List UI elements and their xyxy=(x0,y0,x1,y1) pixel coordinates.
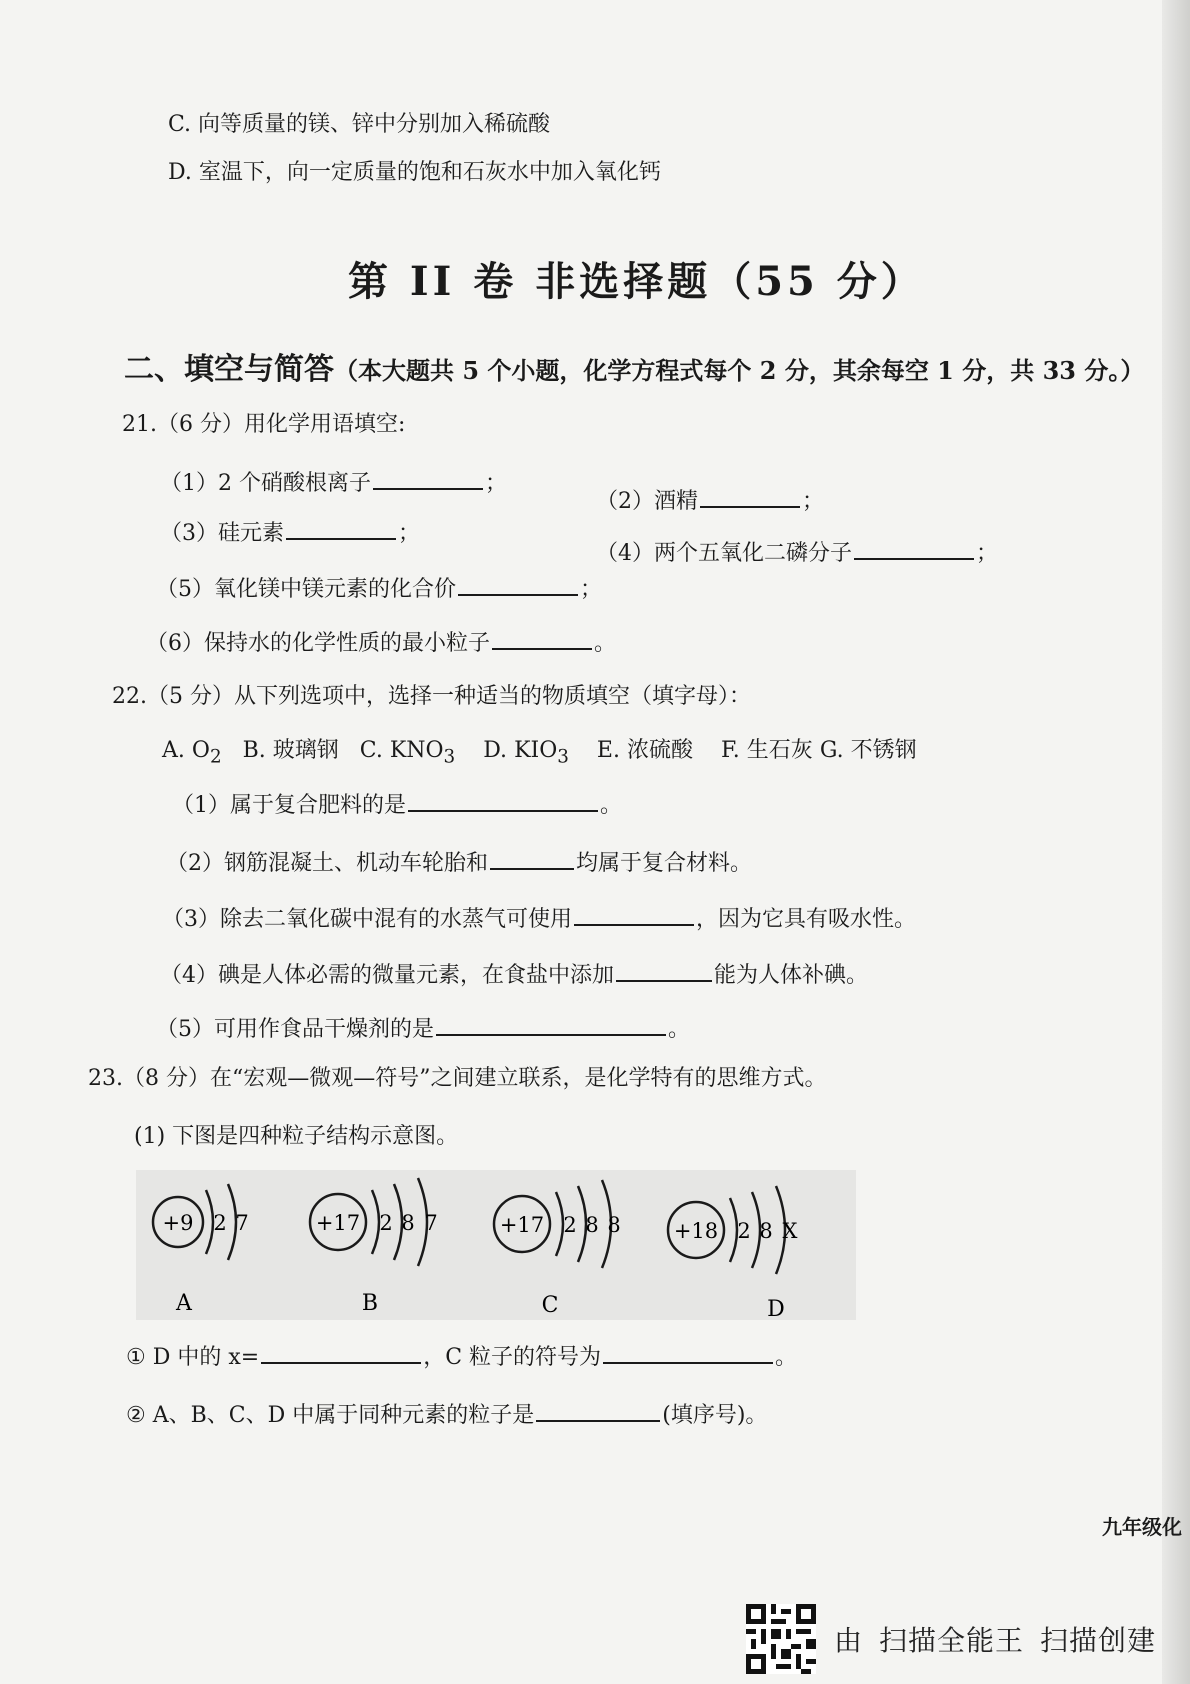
q23-q2-text: ② A、B、C、D 中属于同种元素的粒子是 xyxy=(126,1403,535,1428)
q21-item-6 xyxy=(146,626,616,659)
part-title: 第 II 卷 非选择题（55 分） xyxy=(348,258,925,305)
particle-b xyxy=(310,1178,438,1316)
particle-a xyxy=(153,1184,249,1316)
option-text: 不锈钢 xyxy=(850,738,917,763)
qr-code-icon xyxy=(746,1604,816,1674)
answer-blank[interactable] xyxy=(436,1012,666,1036)
answer-blank[interactable] xyxy=(458,572,578,596)
q22-item-4-text: （4）碘是人体必需的微量元素，在食盐中添加 xyxy=(160,963,614,988)
q22-item-3-text: （3）除去二氧化碳中混有的水蒸气可使用 xyxy=(162,907,572,932)
particle-structure-diagram xyxy=(136,1170,856,1320)
q23-q1-end: 。 xyxy=(775,1345,798,1370)
answer-blank[interactable] xyxy=(492,626,592,650)
q23-question-1 xyxy=(126,1340,797,1373)
electron-shell-arc xyxy=(556,1192,563,1256)
q22-item-1-end: 。 xyxy=(600,793,623,818)
q21-item-2-label: （2）酒精 xyxy=(596,489,698,514)
option-letter: G. xyxy=(819,738,844,763)
q21-item-4 xyxy=(596,536,998,569)
shell-electrons: 7 xyxy=(424,1211,438,1235)
q22-option-f xyxy=(721,738,813,763)
answer-blank[interactable] xyxy=(373,466,483,490)
q21-item-4-label: （4）两个五氧化二磷分子 xyxy=(596,541,852,566)
q22-item-2-text: （2）钢筋混凝土、机动车轮胎和 xyxy=(166,851,488,876)
section-header xyxy=(124,350,1144,393)
q22-item-4 xyxy=(160,958,868,991)
scanner-text xyxy=(834,1619,1172,1659)
scanner-by: 由 xyxy=(834,1624,864,1657)
q21-item-1-end: ； xyxy=(485,471,508,496)
grade-footer: 九年级化 xyxy=(1102,1515,1182,1539)
shell-electrons: 7 xyxy=(235,1211,249,1235)
answer-blank[interactable] xyxy=(603,1340,773,1364)
option-letter: B. xyxy=(242,738,266,763)
scan-edge-shadow xyxy=(1162,0,1190,1684)
nucleus-charge: +18 xyxy=(673,1219,719,1243)
particle-label: A xyxy=(176,1291,192,1316)
shell-electrons: 2 xyxy=(737,1219,751,1243)
particle-c xyxy=(494,1180,621,1318)
particle-label: B xyxy=(361,1291,379,1316)
q23-stem: 23.（8 分）在“宏观—微观—符号”之间建立联系，是化学特有的思维方式。 xyxy=(88,1066,827,1091)
electron-shell-arc xyxy=(372,1190,379,1254)
section-note: （本大题共 5 个小题，化学方程式每个 2 分，其余每空 1 分，共 33 分。） xyxy=(334,356,1145,385)
q22-item-5-text: （5）可用作食品干燥剂的是 xyxy=(156,1017,434,1042)
option-c: C. 向等质量的镁、锌中分别加入稀硫酸 xyxy=(168,112,551,137)
q22-item-4-end: 能为人体补碘。 xyxy=(714,963,869,988)
option-text: 浓硫酸 xyxy=(626,738,693,763)
q22-item-2-end: 均属于复合材料。 xyxy=(576,851,753,876)
q21-item-4-end: ； xyxy=(976,541,999,566)
q22-item-1-text: （1）属于复合肥料的是 xyxy=(172,793,406,818)
q23-q1-mid: ，C 粒子的符号为 xyxy=(423,1345,602,1370)
option-letter: D. xyxy=(483,738,508,763)
q23-question-2 xyxy=(126,1398,767,1431)
option-d: D. 室温下，向一定质量的饱和石灰水中加入氧化钙 xyxy=(168,160,661,185)
answer-blank[interactable] xyxy=(286,516,396,540)
shell-electrons: 2 xyxy=(213,1211,227,1235)
particle-label: C xyxy=(541,1293,559,1318)
q21-item-2 xyxy=(596,484,824,517)
q21-item-3 xyxy=(160,516,420,549)
answer-blank[interactable] xyxy=(261,1340,421,1364)
electron-shell-arc xyxy=(730,1198,737,1262)
option-letter: C. xyxy=(359,738,383,763)
answer-blank[interactable] xyxy=(536,1398,660,1422)
shell-electrons: X xyxy=(782,1219,798,1243)
section-heading: 二、填空与简答 xyxy=(124,352,334,387)
q22-option-c xyxy=(359,738,456,768)
option-letter: F. xyxy=(720,738,740,763)
answer-blank[interactable] xyxy=(700,484,800,508)
q22-item-2 xyxy=(166,846,752,879)
nucleus-charge: +9 xyxy=(162,1211,194,1235)
scanner-watermark xyxy=(746,1604,1172,1674)
q21-item-5 xyxy=(156,572,602,605)
q21-item-3-label: （3）硅元素 xyxy=(160,521,284,546)
shell-electrons: 2 xyxy=(379,1211,393,1235)
answer-blank[interactable] xyxy=(574,902,694,926)
q22-option-e xyxy=(597,738,693,763)
electron-shell-arc xyxy=(206,1190,213,1254)
option-text: 生石灰 xyxy=(746,738,813,763)
q21-item-5-label: （5）氧化镁中镁元素的化合价 xyxy=(156,577,456,602)
shell-electrons: 8 xyxy=(585,1213,599,1237)
option-letter: A. xyxy=(162,738,185,763)
answer-blank[interactable] xyxy=(408,788,598,812)
nucleus-charge: +17 xyxy=(499,1213,545,1237)
q23-q2-end: (填序号)。 xyxy=(662,1403,768,1428)
q21-stem: 21.（6 分）用化学用语填空: xyxy=(122,412,406,437)
q23-q1-text: ① D 中的 x= xyxy=(126,1345,260,1370)
particle-d xyxy=(668,1186,798,1320)
shell-electrons: 8 xyxy=(759,1219,773,1243)
q22-item-3-end: ，因为它具有吸水性。 xyxy=(696,907,917,932)
q21-item-1 xyxy=(160,466,507,499)
shell-electrons: 8 xyxy=(607,1213,621,1237)
q22-item-3 xyxy=(162,902,916,935)
option-text: KIO xyxy=(514,738,558,763)
scanner-created: 扫描创建 xyxy=(1040,1624,1157,1657)
q22-stem: 22.（5 分）从下列选项中，选择一种适当的物质填空（填字母）： xyxy=(112,684,751,709)
q22-options xyxy=(162,736,917,772)
q22-option-b xyxy=(243,738,339,763)
q21-item-2-end: ； xyxy=(802,489,825,514)
q21-item-5-end: ； xyxy=(580,577,603,602)
q22-item-1 xyxy=(172,788,622,821)
option-letter: E. xyxy=(596,738,620,763)
option-text: KNO xyxy=(389,738,444,763)
scanner-app-name: 扫描全能王 xyxy=(879,1624,1025,1657)
q22-option-d xyxy=(483,738,569,768)
answer-blank[interactable] xyxy=(854,536,974,560)
option-text: O xyxy=(191,738,210,763)
shell-electrons: 2 xyxy=(563,1213,577,1237)
option-sub: 3 xyxy=(557,746,569,768)
q23-sub1: (1) 下图是四种粒子结构示意图。 xyxy=(134,1124,459,1149)
q22-item-5-end: 。 xyxy=(668,1017,691,1042)
option-text: 玻璃钢 xyxy=(272,738,339,763)
nucleus-charge: +17 xyxy=(315,1211,361,1235)
answer-blank[interactable] xyxy=(616,958,712,982)
particle-diagram-svg xyxy=(136,1170,856,1320)
q22-option-g xyxy=(820,738,917,763)
q21-item-6-label: （6）保持水的化学性质的最小粒子 xyxy=(146,631,490,656)
answer-blank[interactable] xyxy=(490,846,574,870)
q21-item-1-label: （1）2 个硝酸根离子 xyxy=(160,471,371,496)
q22-item-5 xyxy=(156,1012,690,1045)
q21-item-3-end: ； xyxy=(398,521,421,546)
shell-electrons: 8 xyxy=(401,1211,415,1235)
particle-label: D xyxy=(767,1297,785,1320)
option-sub: 2 xyxy=(209,746,222,768)
q21-item-6-end: 。 xyxy=(594,631,617,656)
q22-option-a xyxy=(162,738,222,768)
option-sub: 3 xyxy=(443,746,456,768)
